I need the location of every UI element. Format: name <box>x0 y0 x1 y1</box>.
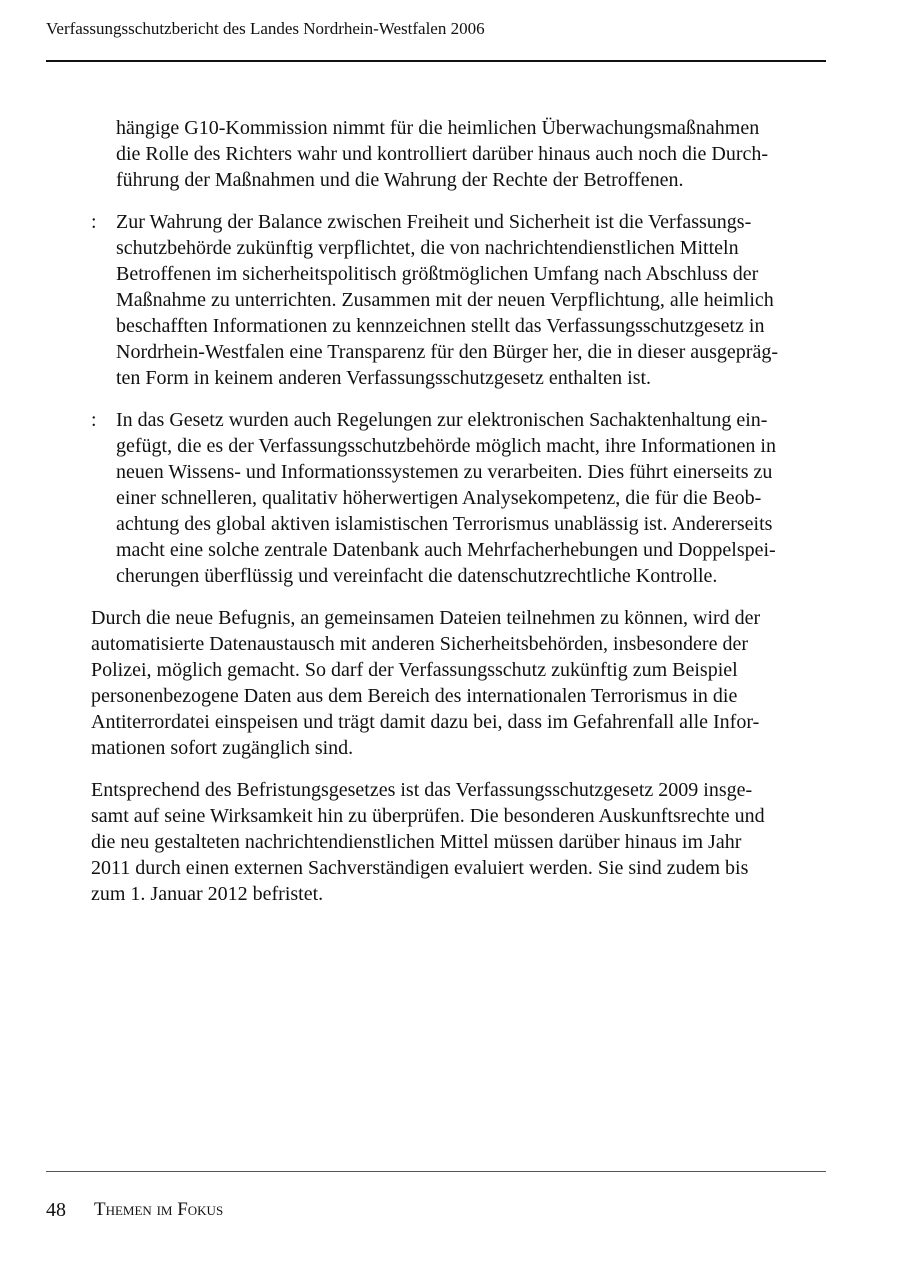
bullet-marker: : <box>91 409 97 431</box>
page-number: 48 <box>46 1199 66 1221</box>
continued-list-item <box>91 115 831 193</box>
list-item <box>91 209 831 391</box>
header-divider <box>46 60 826 62</box>
body-paragraph: Durch die neue Befugnis, an gemeinsamen Dateien teilnehmen zu können, wird der automatisierte Datenaustausch mit anderen Sicherheitsbehörden, insbesondere der Polizei, möglich gemacht. So darf der Verfassungsschutz zukünftig zum Beispiel personenbezogene Daten aus dem Bereich des internationalen Terrorismus in die Antiterrordatei einspeisen und trägt damit dazu bei, dass im Gefahrenfall alle Infor- mationen sofort zugänglich sind. <box>91 607 761 759</box>
list-item-text: Zur Wahrung der Balance zwischen Freiheit und Sicherheit ist die Verfassungs- schutzbehörde zukünftig verpflichtet, die von nachrichtendienstlichen Mitteln Betroffenen im sicherheitspolitisch größtmöglichen Umfang nach Abschluss der Maßnahme zu unterrichten. Zusammen mit der neuen Verpflichtung, alle heimlich beschafften Informationen zu kennzeichnen stellt das Verfassungsschutzgesetz in Nordrhein-Westfalen eine Transparenz für den Bürger her, die in dieser ausgepräg- ten Form in keinem anderen Verfassungsschutzgesetz enthalten ist. <box>116 211 778 389</box>
footer-divider <box>46 1171 826 1172</box>
footer-section-title: Themen im Fokus <box>94 1199 224 1220</box>
list-item-text: hängige G10-Kommission nimmt für die heimlichen Überwachungsmaßnahmen die Rolle des Richters wahr und kontrolliert darüber hinaus auch noch die Durch- führung der Maßnahmen und die Wahrung der Rechte der Betroffenen. <box>116 117 769 191</box>
body-paragraph: Entsprechend des Befristungsgesetzes ist das Verfassungsschutzgesetz 2009 insge- samt auf seine Wirksamkeit hin zu überprüfen. Die besonderen Auskunftsrechte und die neu gestalteten nachrichtendienstlichen Mittel müssen darüber hinaus im Jahr 2011 durch einen externen Sachverständigen evaluiert werden. Sie sind zudem bis zum 1. Januar 2012 befristet. <box>91 779 765 905</box>
list-item-text: In das Gesetz wurden auch Regelungen zur elektronischen Sachaktenhaltung ein- gefügt, die es der Verfassungsschutzbehörde möglich macht, ihre Informationen in neuen Wissens- und Informationssystemen zu verarbeiten. Dies führt einerseits zu einer schnelleren, qualitativ höherwertigen Analysekompetenz, die für die Beob- achtung des global aktiven islamistischen Terrorismus unablässig ist. Andererseits macht eine solche zentrale Datenbank auch Mehrfacherhebungen und Doppelspei- cherungen überflüssig und vereinfacht die datenschutzrechtliche Kontrolle. <box>116 409 776 587</box>
running-header: Verfassungsschutzbericht des Landes Nordrhein-Westfalen 2006 <box>46 19 485 38</box>
list-item <box>91 407 831 589</box>
bullet-marker: : <box>91 211 97 233</box>
page-content <box>91 115 831 907</box>
